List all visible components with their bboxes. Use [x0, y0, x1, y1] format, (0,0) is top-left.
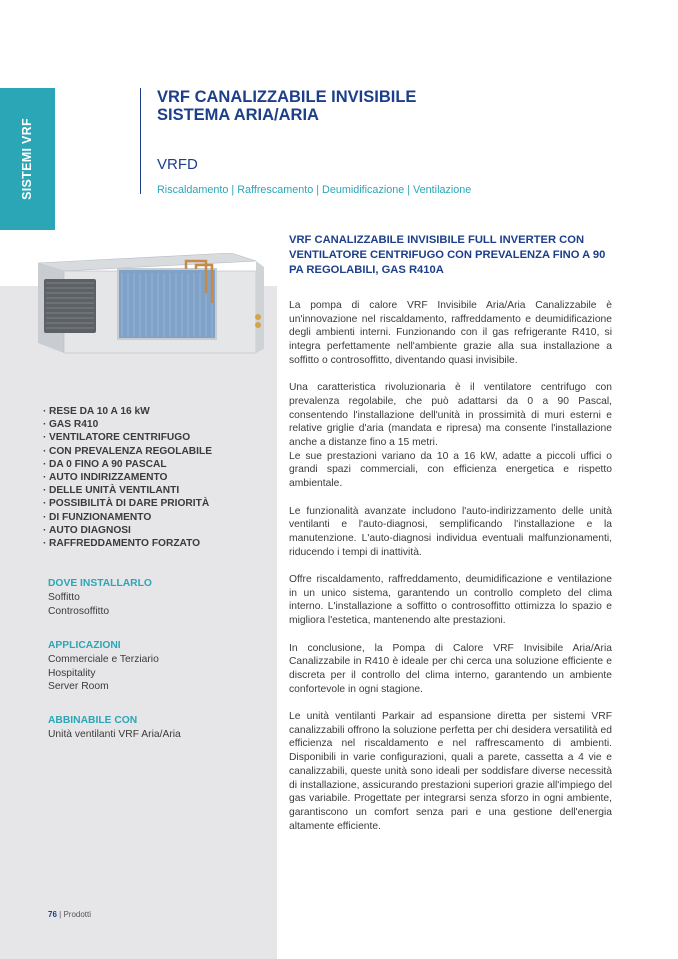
- list-item: · GAS R410: [44, 418, 212, 431]
- paragraph: La pompa di calore VRF Invisibile Aria/Aria Canalizzabile è un'innovazione nel riscaldamento, raffreddamento e deumidificazione degli ambienti interni. Funzionando con il gas refrigerante R410, si integra perfettamente nell'ambiente grazie alla sua installazione a soffitto o controsoffitto, diventando quasi invisibile.: [289, 300, 612, 366]
- list-item: Soffitto: [48, 591, 80, 603]
- paragraph: Una caratteristica rivoluzionaria è il ventilatore centrifugo con prevalenza regolabile, che può adattarsi da 0 a 90 Pascal, consentendo l'installazione dell'unità in prossimità di muri esterni e relative griglie d'aria (mandata e ripresa) ma consente l'installazione anche a distanze fino a 15 metri.: [289, 382, 612, 449]
- list-item: · AUTO INDIRIZZAMENTO: [44, 471, 212, 484]
- model-code: VRFD: [157, 156, 198, 173]
- list-item: · RESE DA 10 A 16 kW: [44, 405, 212, 418]
- section-tab-label: SISTEMI VRF: [20, 118, 34, 200]
- combinable-section: [48, 714, 181, 742]
- combinable-heading: ABBINABILE CON: [48, 715, 138, 726]
- product-image: [36, 253, 268, 360]
- footer-section: Prodotti: [63, 910, 92, 919]
- body-text: [289, 299, 612, 847]
- list-item: · VENTILATORE CENTRIFUGO: [44, 431, 212, 444]
- list-item: Hospitality: [48, 667, 96, 679]
- applications-heading: APPLICAZIONI: [48, 640, 121, 651]
- list-item: Unità ventilanti VRF Aria/Aria: [48, 728, 181, 740]
- functions-list: Riscaldamento | Raffrescamento | Deumidificazione | Ventilazione: [157, 184, 472, 196]
- list-item: Commerciale e Terziario: [48, 653, 159, 665]
- install-section: [48, 577, 152, 618]
- list-item: · DI FUNZIONAMENTO: [44, 511, 212, 524]
- left-grey-panel: [0, 286, 277, 959]
- title-line-2: SISTEMA ARIA/ARIA: [157, 106, 319, 124]
- title-divider: [140, 88, 141, 194]
- product-subtitle: VRF CANALIZZABILE INVISIBILE FULL INVERTER CON VENTILATORE CENTRIFUGO CON PREVALENZA FINO A 90 PA REGOLABILI, GAS R410A: [289, 234, 606, 276]
- applications-section: [48, 639, 159, 694]
- footer-separator: |: [59, 910, 62, 919]
- list-item: · RAFFREDDAMENTO FORZATO: [44, 537, 212, 550]
- paragraph: Offre riscaldamento, raffreddamento, deumidificazione e ventilazione in un unico sistema, garantendo un controllo completo del clima interno. L'installazione a soffitto o controsoffitto ottimizza lo spazio e migliora l'estetica, mantenendo alte prestazioni.: [289, 574, 612, 627]
- list-item: Controsoffitto: [48, 605, 110, 617]
- list-item: Server Room: [48, 681, 109, 693]
- list-item: · DELLE UNITÀ VENTILANTI: [44, 484, 212, 497]
- list-item: · POSSIBILITÀ DI DARE PRIORITÀ: [44, 497, 212, 510]
- title-line-1: VRF CANALIZZABILE INVISIBILE: [157, 88, 417, 106]
- install-heading: DOVE INSTALLARLO: [48, 578, 152, 589]
- page-footer: [48, 910, 91, 919]
- paragraph: In conclusione, la Pompa di Calore VRF Invisibile Aria/Aria Canalizzabile in R410 è ideale per chi cerca una soluzione efficiente e discreta per il controllo del clima interno, garantendo un ambiente confortevole in ogni stagione.: [289, 642, 612, 695]
- paragraph: Le unità ventilanti Parkair ad espansione diretta per sistemi VRF canalizzabili offrono la soluzione perfetta per chi desidera versatilità ed efficienza nel riscaldamento e nel raffrescamento di ambienti. Disponibili in varie configurazioni, quali a parete, cassetta a 4 vie e canalizzabili, queste unità sono ideali per soddisfare diverse necessità di installazione, assicurando prestazioni superiori grazie all'impiego del gas variabile. Progettate per integrarsi senza sforzo in ogni ambiente, garantiscono un comfort senza pari e una gestione dell'energia altamente efficiente.: [289, 711, 612, 832]
- list-item: · DA 0 FINO A 90 PASCAL: [44, 458, 212, 471]
- paragraph: Le sue prestazioni variano da 10 a 16 kW, adatte a piccoli uffici o grandi spazi commerciali, con efficienza energetica e rispetto ambientale.: [289, 450, 612, 490]
- list-item: · CON PREVALENZA REGOLABILE: [44, 445, 212, 458]
- list-item: · AUTO DIAGNOSI: [44, 524, 212, 537]
- paragraph: Le funzionalità avanzate includono l'auto-indirizzamento delle unità ventilanti e l'auto-diagnosi, semplificando l'installazione e la manutenzione. L'auto-diagnosi individua eventuali malfunzionamenti, riducendo i tempi di inattività.: [289, 505, 612, 558]
- features-list: [44, 405, 212, 550]
- page-title: [157, 88, 416, 124]
- page-number: 76: [48, 910, 57, 919]
